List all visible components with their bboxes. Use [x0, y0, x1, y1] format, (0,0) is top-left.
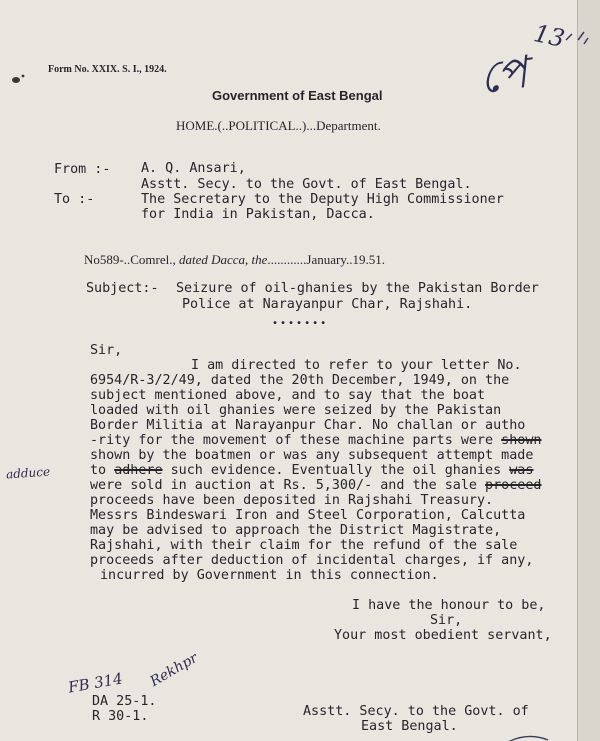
dispatch-r: R 30-1. — [92, 709, 149, 724]
handwritten-file-number: FB 314 — [66, 669, 124, 697]
to-label: To :- — [54, 192, 95, 207]
handwritten-initials: পে — [476, 46, 531, 105]
body-line-14: proceeds after deduction of incidental charges, if any, — [90, 553, 534, 568]
struck-proceed: proceed — [485, 478, 542, 493]
date-value: January..19.51. — [306, 252, 386, 267]
body-line-3: subject mentioned above, and to say that the boat — [90, 388, 486, 403]
from-title: Asstt. Secy. to the Govt. of East Bengal. — [141, 177, 472, 192]
handwritten-margin-note: adduce — [5, 464, 51, 482]
department-prefix: HOME — [176, 118, 215, 133]
subject-dots: ••••••• — [272, 318, 329, 329]
no-label: No — [84, 252, 100, 267]
salutation: Sir, — [90, 343, 123, 358]
body-line-7: shown by the boatmen or was any subsequent attempt made — [90, 448, 534, 463]
body-line-8 — [90, 463, 533, 478]
body-line-6-text: -rity for the movement of these machine parts were — [90, 433, 494, 448]
body-line-9-text: were sold in auction at Rs. 5,300/- and the sale — [90, 478, 477, 493]
ink-blot — [4, 70, 34, 94]
body-line-5: Border Militia at Narayanpur Char. No challan or autho — [90, 418, 526, 433]
subject-line-1: Seizure of oil-ghanies by the Pakistan Border — [176, 281, 539, 296]
government-heading: Government of East Bengal — [212, 88, 383, 103]
struck-shown: shown — [501, 433, 542, 448]
body-line-13: Rajshahi, with their claim for the refund of the sale — [90, 538, 518, 553]
closing-line-1: I have the honour to be, — [352, 598, 546, 613]
date-dots: ............ — [267, 252, 307, 267]
body-line-4: loaded with oil ghanies were seized by the Pakistan — [90, 403, 502, 418]
body-line-8-text: such evidence. Eventually the oil ghanies — [170, 463, 502, 478]
body-line-9 — [90, 478, 541, 493]
body-line-8-to: to — [90, 463, 107, 478]
handwritten-number: 13 — [531, 19, 568, 53]
body-line-12: may be advised to approach the District Magistrate, — [90, 523, 502, 538]
closing-line-2: Sir, — [430, 613, 463, 628]
paper-edge — [577, 0, 600, 741]
to-line-2: for India in Pakistan, Dacca. — [141, 207, 375, 222]
handwritten-note: Rekhpr — [147, 650, 201, 690]
body-line-1: I am directed to refer to your letter No. — [191, 358, 522, 373]
department-line — [176, 118, 381, 133]
reference-line — [84, 252, 385, 267]
body-line-6 — [90, 433, 541, 448]
subject-line-2: Police at Narayanpur Char, Rajshahi. — [182, 297, 473, 312]
signature-line-2: East Bengal. — [361, 719, 458, 734]
struck-was: was — [509, 463, 534, 478]
to-line-1: The Secretary to the Deputy High Commissioner — [141, 192, 504, 207]
dispatch-da: DA 25-1. — [92, 694, 157, 709]
from-label: From :- — [54, 162, 111, 177]
no-value: 589-..Comrel. — [99, 252, 173, 267]
body-line-11: Messrs Bindeswari Iron and Steel Corporation, Calcutta — [90, 508, 526, 523]
body-line-10: proceeds have been deposited in Rajshahi Treasury. — [90, 493, 494, 508]
department-fill: .(..POLITICAL..)... — [214, 118, 317, 133]
form-number: Form No. XXIX. S. I., 1924. — [48, 64, 167, 75]
closing-line-3: Your most obedient servant, — [334, 628, 552, 643]
struck-adhere: adhere — [114, 463, 163, 478]
dated-label: , dated Dacca, the — [172, 252, 268, 267]
department-suffix: Department. — [316, 118, 381, 133]
from-name: A. Q. Ansari, — [141, 161, 246, 176]
body-line-2: 6954/R-3/2/49, dated the 20th December, 1949, on the — [90, 373, 510, 388]
subject-label: Subject:- — [86, 281, 159, 296]
signature-line-1: Asstt. Secy. to the Govt. of — [303, 704, 529, 719]
body-line-15: incurred by Government in this connection. — [100, 568, 439, 583]
